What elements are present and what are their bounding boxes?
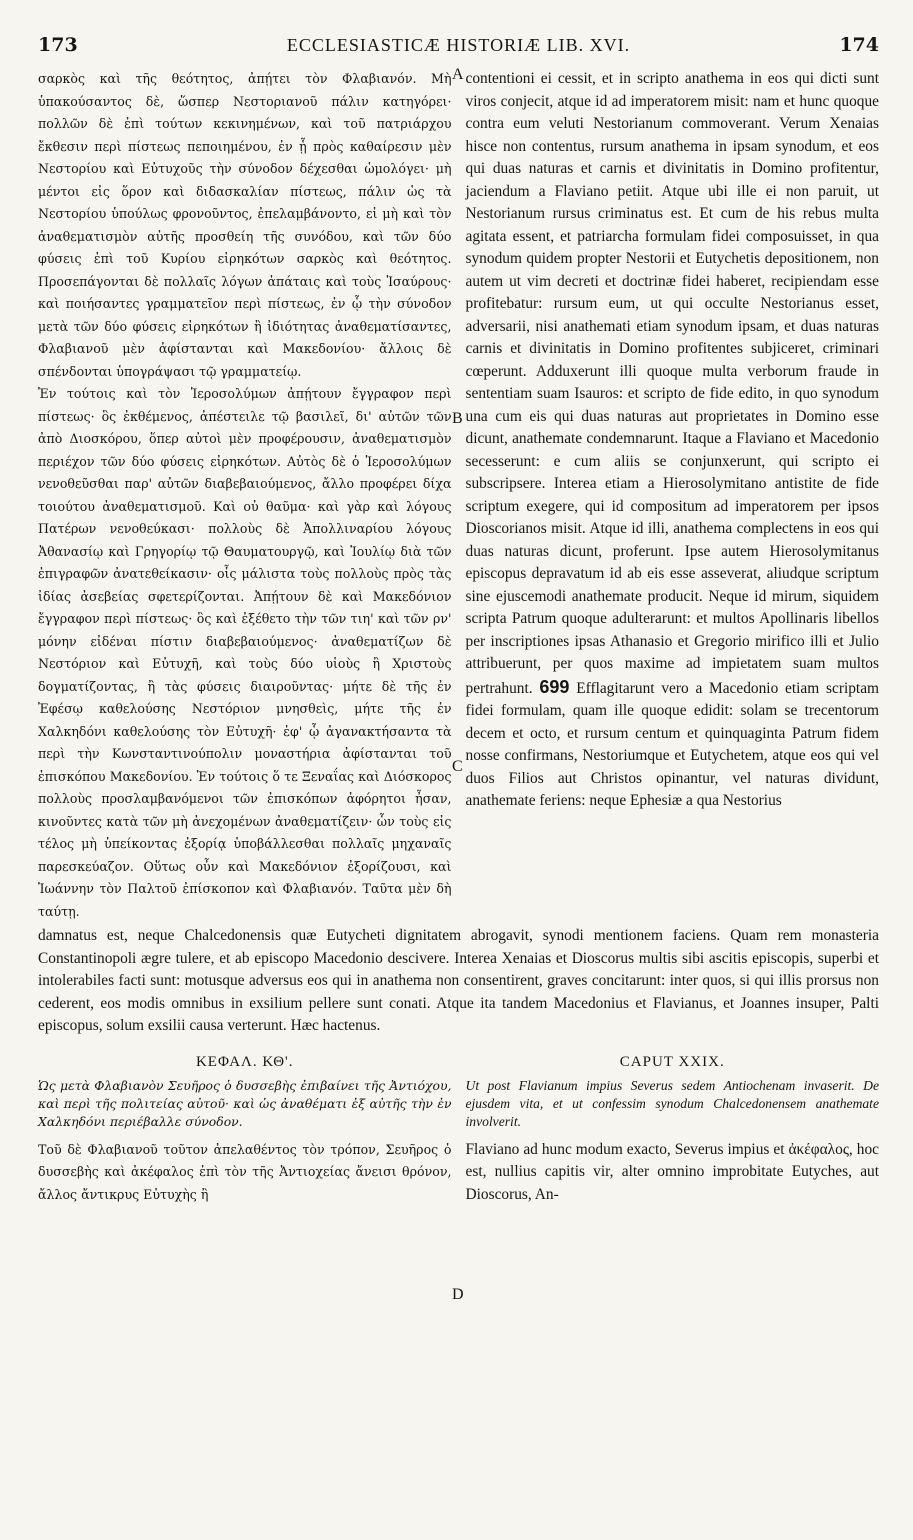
greek-chapter-column: [38, 1077, 452, 1207]
left-page-number: 173: [38, 34, 78, 56]
latin-chapter-heading: CAPUT XXIX.: [619, 1053, 725, 1070]
latin-chapter-summary: Ut post Flavianum impius Severus sedem Antiochenam invaserit. De ejusdem vita, et ut confessim synodum Chalcedonensem anathemate involverit.: [465, 1077, 879, 1129]
latin-column: [466, 68, 880, 923]
greek-chapter-heading: ΚΕΦΑΛ. ΚΘ'.: [195, 1053, 294, 1070]
greek-chapter-body: Τοῦ δὲ Φλαβιανοῦ τοῦτον ἀπελαθέντος τὸν τρόπον, Σευῆρος ὁ δυσσεβὴς καὶ ἀκέφαλος ἐπὶ τὸν τῆς Ἀντιοχείας ἄνεισι θρόνον, ἄλλος ἄντικρυς Εὐτυχὴς ἢ: [38, 1141, 452, 1202]
greek-paragraph: Ἐν τούτοις καὶ τὸν Ἱεροσολύμων ἀπῄτουν ἔγγραφον περὶ πίστεως· ὃς ἐκθέμενος, ἀπέστειλε τῷ βασιλεῖ, δι' αὐτῶν τῶν ἀπὸ Διοσκόρου, ὅπερ αὐτοὶ μὲν προφέρουσιν, ἀναθεματισμὸν περιέχον τῶν δύο φύσεις εἰρηκότων. Αὐτὸς δὲ ὁ Ἱεροσολύμων νενοθεῦσθαι παρ' αὐτῶν διαβεβαιούμενος, ἄλλο προφέρει δίχα τοιούτου ἀναθεματισμοῦ. Καὶ οὐ θαῦμα· καὶ γὰρ καὶ λόγους Πατέρων νενοθεύκασι· πολλοὺς δὲ Ἀπολλιναρίου λόγους Ἀθανασίῳ καὶ Γρηγορίῳ τῷ Θαυματουργῷ, καὶ Ἰουλίῳ διὰ τῶν ἐπιγραφῶν ἀνατεθείκασιν· οἷς μάλιστα τοὺς πολλοὺς πρὸς τὰς ἰδίας ἀσεβείας σφετερίζονται. Ἀπῄτουν δὲ καὶ Μακεδόνιον ἔγγραφον περὶ πίστεως· ὃς καὶ ἐξέθετο τὴν τῶν τιη' καὶ τῶν ρν' μόνην εἰδέναι πίστιν διαβεβαιούμενος· ἀναθεματίζων δὲ Νεστόριον καὶ Εὐτυχῆ, καὶ τοὺς δύο υἱοὺς ἢ Χριστοὺς δογματίζοντας, ἢ τὰς φύσεις διαιροῦντας· μήτε δὲ τῆς ἐν Ἐφέσῳ καθελούσης Νεστόριον μνησθεὶς, μήτε τῆς ἐν Χαλκηδόνι καθελούσης τὸν Εὐτυχῆ· ἐφ' ᾧ ἀγανακτήσαντα τὰ περὶ τὴν Κωνσταντινούπολιν μοναστήρια ἀφίστανται τοῦ ἐπισκόπου Μακεδονίου. Ἐν τούτοις ὅ τε Ξεναΐας καὶ Διόσκορος πολλοὺς προσλαμβανόμενοι τῶν ἐπισκόπων ἀφόρητοι ἦσαν, κινοῦντες κατὰ τῶν μὴ ἀνεχομένων ἀναθεματίζειν· ὧν τοὺς εἰς τέλος μὴ ὑπείκοντας ἐξορίᾳ ὑποβάλλεσθαι πολλαῖς μηχαναῖς παρεσκεύαζον. Οὕτως οὖν καὶ Μακεδόνιον ἐξορίζουσι, καὶ Ἰωάννην τὸν Παλτοῦ ἐπίσκοπον καὶ Φλαβιανόν. Ταῦτα μὲν δὴ ταύτῃ.: [38, 386, 452, 919]
greek-chapter-summary: Ὡς μετὰ Φλαβιανὸν Σευῆρος ὁ δυσσεβὴς ἐπιβαίνει τῆς Ἀντιόχου, καὶ περὶ τῆς πολιτείας αὐτοῦ· καὶ ὡς ἀναθέματι ἐξ αὐτῆς τὴν ἐν Χαλκηδόνι περιέβαλλε σύνοδον.: [38, 1077, 452, 1129]
chapter-headings: [38, 1054, 879, 1071]
marginal-number-699: 699: [539, 676, 570, 697]
latin-paragraph: contentioni ei cessit, et in scripto anathema in eos qui dicti sunt viros conjecit, atque id ad imperatorem misit: nam et hunc quoque contra eum veluti Nestorianum commoverant. Verum Xenaias hisce non contentus, rursum anathema in ipsam synodum, et eos qui duas naturas et carnis et divinitatis in Domino profitentur, jaciendum a Flaviano petiit. Atque ubi ille ei non paruit, ut Nestorianum rursus criminatus est. Et cum de his rebus multa agitata essent, et patriarcha formulam fidei composuisset, in qua synodum quidem propter Nestorii et Eutychetis depositionem, non autem ut vim decreti et doctrinæ fidei haberet, recipiendam esse profitebatur: rursum eum, ut qui occulte Nestorianus esset, adversarii, nisi anathemati etiam synodum ipsam, et duas naturas carnis et divinitatis in Domino profitentes subjiceret, criminari cœperunt. Adduxerunt illi quoque multa verborum fraude in sententiam suam Isauros: et scripto de fide edito, in quo synodum una cum eis qui duas naturas aut proprietates in Domino esse dicunt, anathemate condemnarunt. Itaque a Flaviano et Macedonio secesserunt: e cum aliis se conjunxerunt, qui scripto ei subscripsere. Interea etiam a Hierosolymitano antistite de fide scriptum exegere, qui id compositum ad imperatorem per ipsos Dioscorianos misit. Atque id illi, anathema complectens in eos qui duas naturas dicunt, proferunt. Ipse autem Hierosolymitanus episcopus depravatum id ab eis esse asseverat, aliudque scriptum sine ejuscemodi anathemate producit. Neque id mirum, siquidem scripta Patrum quoque adulterarunt: et multos Apollinaris libellos per inscriptiones ipsas Athanasio et Gregorio mirifico illi et Julio attribuerunt, per quos maxime ad impietatem suam multos pertrahunt.: [465, 70, 879, 697]
latin-chapter-column: [466, 1077, 880, 1207]
margin-letter-d: D: [452, 1286, 464, 1303]
margin-letter-b: B: [452, 410, 463, 427]
parallel-columns: [38, 68, 879, 923]
right-page-number: 174: [839, 34, 879, 56]
greek-paragraph: σαρκὸς καὶ τῆς θεότητος, ἀπῄτει τὸν Φλαβιανόν. Μὴ ὑπακούσαντος δὲ, ὥσπερ Νεστοριανοῦ πάλιν κατηγόρει· πολλῶν δὲ ἐπὶ τούτων κεκινημένων, καὶ τοῦ πατριάρχου ἔκθεσιν περὶ πίστεως πεποιημένου, ἐν ᾗ πρὸς καθαίρεσιν μὲν Νεστορίου καὶ Εὐτυχοῦς τὴν σύνοδον δέχεσθαι ὡμολόγει· μὴ μέντοι εἰς ὅρον καὶ διδασκαλίαν πίστεως, πάλιν ὡς τὰ Νεστορίου ὑπούλως φρονοῦντος, ἐπελαμβάνοντο, εἰ μὴ καὶ τὸν ἀναθεματισμὸν αὐτῆς προσθείη τῆς συνόδου, καὶ τῶν δύο φύσεις ἐπὶ τοῦ Κυρίου εἰρηκότων σαρκὸς καὶ θεότητος. Προσεπάγονται δὲ πολλαῖς λόγων ἀπάταις καὶ τοὺς Ἰσαύρους· καὶ ποιήσαντες γραμματεῖον περὶ πίστεως, ἐν ᾧ τὴν σύνοδον μετὰ τῶν δύο φύσεις εἰρηκότων ἢ ἰδιότητας ἀναθεματίσαντες, Φλαβιανοῦ μὲν ἀφίστανται καὶ Μακεδονίου· ἄλλοις δὲ σπένδονται ὑπογράψασι τῷ γραμματείῳ.: [38, 71, 452, 379]
full-width-latin-text: damnatus est, neque Chalcedonensis quæ Eutycheti dignitatem abrogavit, synodi mentionem faciens. Quam rem monasteria Constantinopoli ægre tulere, et ab episcopo Macedonio descivere. Interea Xenaias et Dioscorus multis sibi ascitis episcopis, superbi et intolerabiles facti sunt: motusque adversus eos qui in anathema non consentirent, graves concitarunt: inter quos, si qui illis prorsus non cederent, eos modis omnibus in exsilium pellere sunt conati. Atque ita tandem Macedonius et Flavianus, et Joannes insuper, Palti episcopus, solum exsilii causa verterunt. Hæc hactenus.: [38, 927, 879, 1034]
margin-letter-a: A: [452, 66, 464, 83]
margin-letter-c: C: [452, 758, 463, 775]
latin-paragraph: Efflagitarunt vero a Macedonio etiam scriptam fidei formulam, quam ille quoque edidit: solam se trecentorum decem et octo, et rursum centum et quinquaginta Patrum fidem nosse confirmans, Nestoriumque et Eutychetem, atque eos qui vel duos Filios aut Christos opinantur, vel naturas dividunt, anathemate feriens: neque Ephesiæ a qua Nestorius: [465, 679, 879, 809]
chapter-columns: [38, 1077, 879, 1207]
latin-chapter-body: Flaviano ad hunc modum exacto, Severus impius et ἀκέφαλος, hoc est, nullius capitis vir, alter omnino improbitate Eutyches, aut Dioscorus, An-: [465, 1140, 879, 1203]
greek-column: [38, 68, 452, 923]
running-title: ECCLESIASTICÆ HISTORIÆ LIB. XVI.: [286, 35, 631, 55]
running-header: [38, 34, 879, 68]
